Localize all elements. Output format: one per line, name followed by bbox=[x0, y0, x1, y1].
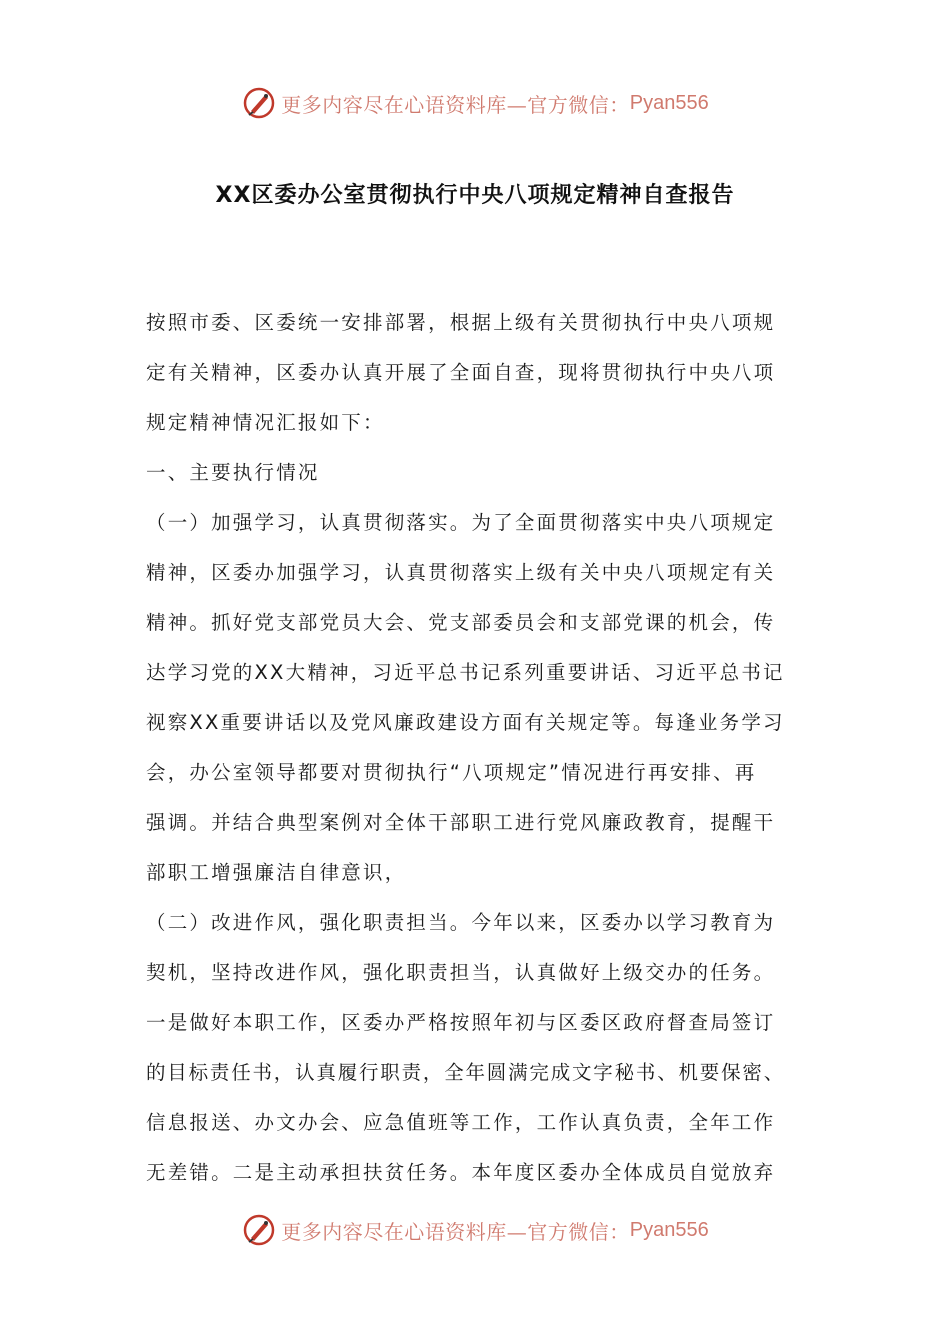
body-line: 精神，区委办加强学习，认真贯彻落实上级有关中央八项规定有关 bbox=[146, 561, 776, 584]
body-line: 无差错。二是主动承担扶贫任务。本年度区委办全体成员自觉放弃 bbox=[146, 1161, 776, 1184]
watermark-text: 更多内容尽在心语资料库—官方微信： bbox=[281, 92, 630, 117]
section-heading: 一、主要执行情况 bbox=[146, 461, 320, 484]
body-line: 信息报送、办文办会、应急值班等工作，工作认真负责，全年工作 bbox=[146, 1111, 776, 1134]
body-line: 达学习党的XX大精神，习近平总书记系列重要讲话、习近平总书记 bbox=[146, 661, 785, 684]
pen-logo-icon bbox=[241, 85, 277, 121]
watermark-wechat-id: Pyan556 bbox=[629, 1218, 709, 1241]
body-line: 契机，坚持改进作风，强化职责担当，认真做好上级交办的任务。 bbox=[146, 961, 776, 984]
body-line: （二）改进作风，强化职责担当。今年以来，区委办以学习教育为 bbox=[146, 911, 776, 934]
body-line: 部职工增强廉洁自律意识， bbox=[146, 861, 407, 884]
document-title: XX区委办公室贯彻执行中央八项规定精神自查报告 bbox=[215, 183, 735, 208]
body-line: 一是做好本职工作，区委办严格按照年初与区委区政府督查局签订 bbox=[146, 1011, 776, 1034]
document-body bbox=[146, 298, 811, 1198]
body-line: 会，办公室领导都要对贯彻执行“八项规定”情况进行再安排、再 bbox=[146, 761, 757, 784]
watermark-header bbox=[0, 83, 950, 123]
body-line: 定有关精神，区委办认真开展了全面自查，现将贯彻执行中央八项 bbox=[146, 361, 776, 384]
body-line: 按照市委、区委统一安排部署，根据上级有关贯彻执行中央八项规 bbox=[146, 311, 776, 334]
body-line: 精神。抓好党支部党员大会、党支部委员会和支部党课的机会，传 bbox=[146, 611, 776, 634]
body-line: 的目标责任书，认真履行职责，全年圆满完成文字秘书、机要保密、 bbox=[146, 1061, 786, 1084]
watermark-wechat-id: Pyan556 bbox=[629, 91, 709, 114]
body-line: 强调。并结合典型案例对全体干部职工进行党风廉政教育，提醒干 bbox=[146, 811, 776, 834]
watermark-text: 更多内容尽在心语资料库—官方微信： bbox=[281, 1219, 630, 1244]
body-line: 规定精神情况汇报如下： bbox=[146, 411, 385, 434]
body-line: 视察XX重要讲话以及党风廉政建设方面有关规定等。每逢业务学习 bbox=[146, 711, 785, 734]
body-line: （一）加强学习，认真贯彻落实。为了全面贯彻落实中央八项规定 bbox=[146, 511, 776, 534]
pen-logo-icon bbox=[241, 1212, 277, 1248]
watermark-footer bbox=[0, 1210, 950, 1250]
